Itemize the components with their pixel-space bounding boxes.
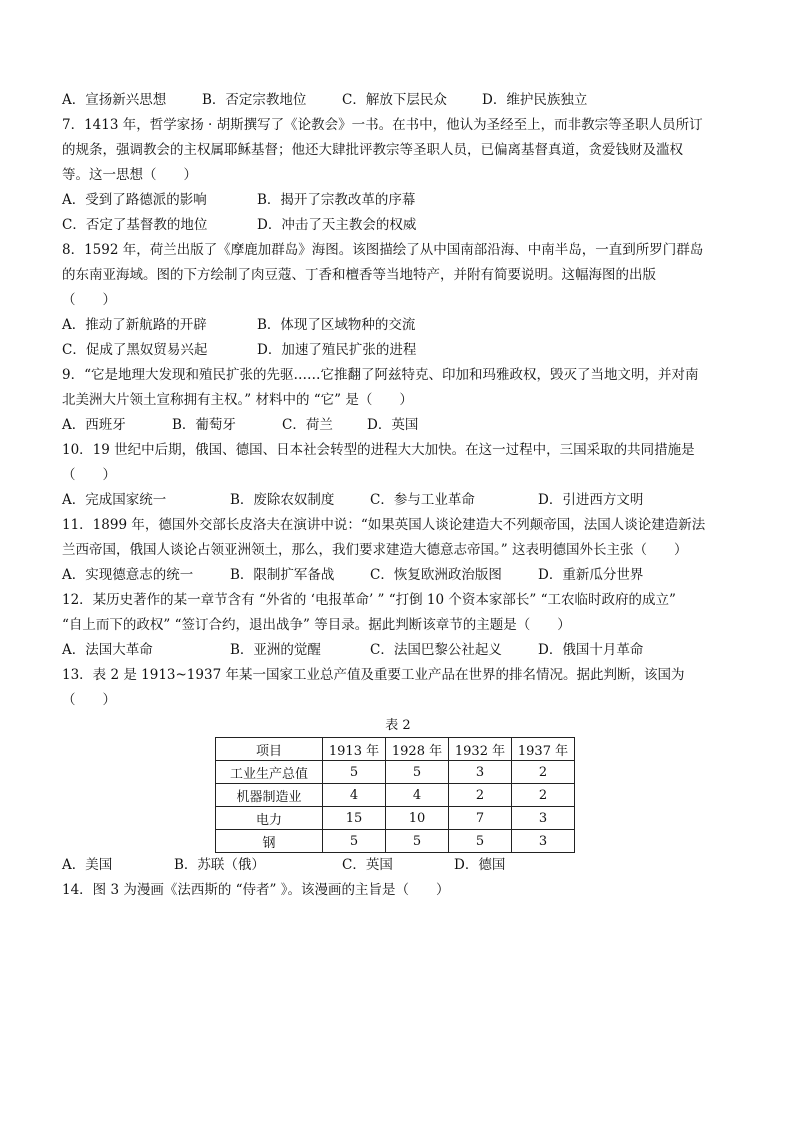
q6-option-c[interactable]: C．解放下层民众: [342, 92, 447, 108]
q8-option-b[interactable]: B．体现了区域物种的交流: [257, 317, 416, 333]
table-cell: 机器制造业: [216, 784, 323, 807]
q6-option-a[interactable]: A．宣扬新兴思想: [62, 92, 167, 108]
table-cell: 2: [512, 784, 575, 807]
q10-stem-line: （ ）: [62, 467, 116, 483]
table-row: [216, 830, 575, 853]
q14-stem-line: 14．图 3 为漫画《法西斯的 “侍者” 》。该漫画的主旨是（ ）: [62, 882, 450, 898]
industry-ranking-table: [215, 737, 575, 853]
q7-option-a[interactable]: A．受到了路德派的影响: [62, 192, 207, 208]
table-header-cell: 1937 年: [512, 738, 575, 761]
q11-stem-line: 兰西帝国，俄国人谈论占领亚洲领土，那么，我们要求建造大德意志帝国。” 这表明德国外长主张（ ）: [62, 542, 688, 558]
q12-option-c[interactable]: C．法国巴黎公社起义: [370, 642, 502, 658]
table-cell: 2: [512, 761, 575, 784]
table-cell: 3: [449, 761, 512, 784]
q10-stem-line: 10．19 世纪中后期，俄国、德国、日本社会转型的进程大大加快。在这一过程中，三国采取的共同措施是: [62, 442, 695, 458]
table-cell: 4: [323, 784, 386, 807]
table-cell: 3: [512, 807, 575, 830]
q13-option-c[interactable]: C．英国: [342, 857, 393, 873]
table-cell: 5: [323, 761, 386, 784]
q13-stem-line: 13．表 2 是 1913~1937 年某一国家工业总产值及重要工业产品在世界的排名情况。据此判断，该国为: [62, 667, 685, 683]
q13-options: [62, 853, 734, 878]
q9-stem-line: 北美洲大片领土宣称拥有主权。” 材料中的 “它” 是（ ）: [62, 392, 413, 408]
q8-stem-line: 的东南亚海域。图的下方绘制了肉豆蔻、丁香和檀香等当地特产，并附有简要说明。这幅海图的出版: [62, 267, 656, 283]
q7-option-c[interactable]: C．否定了基督教的地位: [62, 217, 208, 233]
q7-stem-line: 7．1413 年，哲学家扬 · 胡斯撰写了《论教会》一书。在书中，他认为圣经至上，而非教宗等圣职人员所订: [62, 117, 703, 133]
q12-option-d[interactable]: D．俄国十月革命: [538, 642, 644, 658]
q13-option-b[interactable]: B．苏联（俄）: [174, 857, 265, 873]
table-cell: 4: [386, 784, 449, 807]
q12-stem-line: “自上而下的政权” “签订合约，退出战争” 等目录。据此判断该章节的主题是（ ）: [62, 617, 571, 633]
q7-option-d[interactable]: D．冲击了天主教会的权威: [257, 217, 417, 233]
q10-options: [62, 488, 734, 513]
table-header-cell: 1932 年: [449, 738, 512, 761]
q10-option-a[interactable]: A．完成国家统一: [62, 492, 167, 508]
q10-option-b[interactable]: B．废除农奴制度: [230, 492, 335, 508]
q12-stem-line: 12．某历史著作的某一章节含有 “外省的 ‘电报革命’ ” “打倒 10 个资本家部长” “工农临时政府的成立”: [62, 592, 676, 608]
q11-stem-line: 11．1899 年，德国外交部长皮洛夫在演讲中说：“如果英国人谈论建造大不列颠帝国，法国人谈论建造新法: [62, 517, 706, 533]
q9-option-b[interactable]: B．葡萄牙: [172, 417, 236, 433]
q8-stem-line: 8．1592 年，荷兰出版了《摩鹿加群岛》海图。该图描绘了从中国南部沿海、中南半岛，一直到所罗门群岛: [62, 242, 704, 258]
table-cell: 15: [323, 807, 386, 830]
q8-option-a[interactable]: A．推动了新航路的开辟: [62, 317, 207, 333]
table-cell: 5: [449, 830, 512, 853]
table-cell: 2: [449, 784, 512, 807]
q9-option-a[interactable]: A．西班牙: [62, 417, 126, 433]
table-header-cell: 1928 年: [386, 738, 449, 761]
q7-options-row1: [62, 188, 734, 213]
q11-option-c[interactable]: C．恢复欧洲政治版图: [370, 567, 502, 583]
q6-option-b[interactable]: B．否定宗教地位: [202, 92, 307, 108]
q9-stem-line: 9．“它是地理大发现和殖民扩张的先驱……它推翻了阿兹特克、印加和玛雅政权，毁灭了当地文明，并对南: [62, 367, 699, 383]
q8-options-row2: [62, 338, 734, 363]
table-cell: 7: [449, 807, 512, 830]
q9-option-c[interactable]: C．荷兰: [282, 417, 333, 433]
exam-page: [62, 88, 734, 903]
q8-stem-line: （ ）: [62, 292, 116, 308]
q8-option-c[interactable]: C．促成了黑奴贸易兴起: [62, 342, 208, 358]
q12-option-a[interactable]: A．法国大革命: [62, 642, 153, 658]
q8-options-row1: [62, 313, 734, 338]
q6-option-d[interactable]: D．维护民族独立: [482, 92, 588, 108]
table-cell: 5: [386, 830, 449, 853]
table-header-cell: 1913 年: [323, 738, 386, 761]
table-row: [216, 784, 575, 807]
q13-option-a[interactable]: A．美国: [62, 857, 113, 873]
q12-options: [62, 638, 734, 663]
table-cell: 钢: [216, 830, 323, 853]
q10-option-c[interactable]: C．参与工业革命: [370, 492, 475, 508]
q6-options: [62, 88, 734, 113]
q9-option-d[interactable]: D．英国: [367, 417, 419, 433]
table-cell: 5: [323, 830, 386, 853]
table-cell: 工业生产总值: [216, 761, 323, 784]
q12-option-b[interactable]: B．亚洲的觉醒: [230, 642, 321, 658]
table-row: [216, 807, 575, 830]
q7-stem-line: 等。这一思想（ ）: [62, 167, 197, 183]
q11-option-a[interactable]: A．实现德意志的统一: [62, 567, 194, 583]
table-header-cell: 项目: [216, 738, 323, 761]
table-cell: 5: [386, 761, 449, 784]
q11-option-d[interactable]: D．重新瓜分世界: [538, 567, 644, 583]
table-cell: 10: [386, 807, 449, 830]
table-cell: 3: [512, 830, 575, 853]
q7-option-b[interactable]: B．揭开了宗教改革的序幕: [257, 192, 416, 208]
table-caption: 表 2: [385, 718, 411, 733]
q9-options: [62, 413, 734, 438]
q7-stem-line: 的规条，强调教会的主权属耶稣基督；他还大肆批评教宗等圣职人员，已偏离基督真道，贪爱钱财及滥权: [62, 142, 683, 158]
q7-options-row2: [62, 213, 734, 238]
q11-options: [62, 563, 734, 588]
q8-option-d[interactable]: D．加速了殖民扩张的进程: [257, 342, 417, 358]
q11-option-b[interactable]: B．限制扩军备战: [230, 567, 335, 583]
table-header-row: [216, 738, 575, 761]
q13-option-d[interactable]: D．德国: [454, 857, 506, 873]
q13-stem-line: （ ）: [62, 692, 116, 708]
table-cell: 电力: [216, 807, 323, 830]
table-row: [216, 761, 575, 784]
q10-option-d[interactable]: D．引进西方文明: [538, 492, 644, 508]
